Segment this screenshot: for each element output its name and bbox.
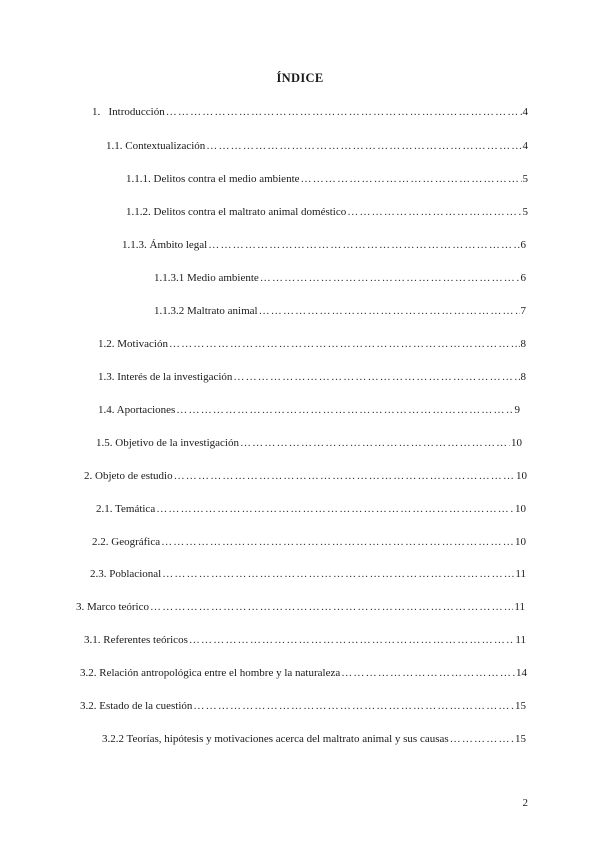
toc-entry[interactable] bbox=[84, 633, 526, 647]
toc-entry-page: 7 bbox=[520, 305, 526, 317]
toc-entry[interactable] bbox=[76, 600, 525, 614]
toc-entry-page: 10 bbox=[516, 470, 527, 482]
toc-entry-page: 9 bbox=[514, 404, 520, 416]
toc-entry-label: 3.2. Estado de la cuestión bbox=[80, 700, 193, 712]
toc-entry-label: 1.1.1. Delitos contra el medio ambiente bbox=[126, 173, 300, 185]
toc-entry-label: 1.5. Objetivo de la investigación bbox=[96, 437, 239, 449]
toc-entry[interactable] bbox=[102, 732, 526, 746]
toc-leader bbox=[161, 535, 514, 549]
toc-entry[interactable] bbox=[122, 238, 526, 252]
toc-entry[interactable] bbox=[98, 403, 520, 417]
toc-leader bbox=[174, 469, 515, 483]
toc-entry-page: 4 bbox=[522, 140, 528, 152]
toc-entry-page: 10 bbox=[515, 536, 526, 548]
toc-entry-page: 15 bbox=[515, 700, 526, 712]
toc-entry-page: 11 bbox=[515, 568, 526, 580]
toc-entry-page: 5 bbox=[522, 173, 528, 185]
toc-leader bbox=[259, 304, 520, 318]
toc-entry[interactable] bbox=[90, 567, 526, 581]
toc-entry[interactable] bbox=[80, 699, 526, 713]
toc-entry[interactable] bbox=[98, 337, 526, 351]
toc-entry[interactable] bbox=[126, 205, 528, 219]
toc-leader bbox=[301, 172, 522, 186]
toc-entry[interactable] bbox=[154, 271, 526, 285]
toc-leader bbox=[166, 105, 522, 119]
toc-leader bbox=[233, 370, 519, 384]
toc-leader bbox=[176, 403, 513, 417]
toc-leader bbox=[206, 139, 521, 153]
toc-entry-page: 10 bbox=[515, 503, 526, 515]
toc-leader bbox=[150, 600, 513, 614]
toc-entry-label: 1.1.3.1 Medio ambiente bbox=[154, 272, 259, 284]
toc-entry-label: 1.1.3.2 Maltrato animal bbox=[154, 305, 258, 317]
toc-leader bbox=[162, 567, 514, 581]
toc-entry-label: 2.1. Temática bbox=[96, 503, 156, 515]
toc-entry-page: 11 bbox=[514, 601, 525, 613]
toc-entry-page: 8 bbox=[520, 371, 526, 383]
toc-entry[interactable] bbox=[96, 502, 526, 516]
toc-entry[interactable] bbox=[92, 105, 528, 119]
toc-leader bbox=[260, 271, 520, 285]
toc-entry-label: 1. Introducción bbox=[92, 106, 165, 118]
toc-entry-page: 5 bbox=[522, 206, 528, 218]
toc-entry-page: 15 bbox=[515, 733, 526, 745]
toc-entry-label: 2. Objeto de estudio bbox=[84, 470, 173, 482]
toc-entry-page: 8 bbox=[520, 338, 526, 350]
toc-entry-page: 4 bbox=[522, 106, 528, 118]
toc-entry[interactable] bbox=[106, 139, 528, 153]
toc-leader bbox=[189, 633, 515, 647]
toc-entry-page: 6 bbox=[520, 272, 526, 284]
toc-entry[interactable] bbox=[92, 535, 526, 549]
toc-entry[interactable] bbox=[154, 304, 526, 318]
toc-entry-page: 10 bbox=[511, 437, 522, 449]
toc-entry-label: 1.1.2. Delitos contra el maltrato animal doméstico bbox=[126, 206, 347, 218]
toc-entry-label: 1.4. Aportaciones bbox=[98, 404, 176, 416]
toc-leader bbox=[193, 699, 514, 713]
toc-leader bbox=[208, 238, 519, 252]
toc-entry-label: 3.1. Referentes teóricos bbox=[84, 634, 188, 646]
toc-entry[interactable] bbox=[98, 370, 526, 384]
toc-entry-label: 3.2. Relación antropológica entre el hombre y la naturaleza bbox=[80, 667, 341, 679]
toc-entry[interactable] bbox=[84, 469, 527, 483]
toc-entry[interactable] bbox=[126, 172, 528, 186]
toc-entry-label: 1.3. Interés de la investigación bbox=[98, 371, 233, 383]
toc-leader bbox=[169, 337, 520, 351]
toc-entry-label: 2.3. Poblacional bbox=[90, 568, 162, 580]
toc-leader bbox=[341, 666, 515, 680]
toc-entry-label: 3.2.2 Teorías, hipótesis y motivaciones acerca del maltrato animal y sus causas bbox=[102, 733, 449, 745]
page-title: ÍNDICE bbox=[276, 71, 324, 85]
toc-leader bbox=[240, 436, 510, 450]
toc-entry-label: 1.1.3. Ámbito legal bbox=[122, 239, 208, 251]
toc-entry-page: 6 bbox=[520, 239, 526, 251]
toc-entry[interactable] bbox=[96, 436, 522, 450]
page-number: 2 bbox=[522, 797, 528, 809]
toc-entry[interactable] bbox=[80, 666, 527, 680]
toc-entry-label: 1.2. Motivación bbox=[98, 338, 168, 350]
toc-entry-page: 11 bbox=[515, 634, 526, 646]
toc-entry-label: 3. Marco teórico bbox=[76, 601, 149, 613]
toc-leader bbox=[347, 205, 521, 219]
toc-leader bbox=[450, 732, 514, 746]
toc-entry-label: 1.1. Contextualización bbox=[106, 140, 206, 152]
toc-entry-label: 2.2. Geográfica bbox=[92, 536, 161, 548]
toc-leader bbox=[156, 502, 514, 516]
toc-entry-page: 14 bbox=[516, 667, 527, 679]
